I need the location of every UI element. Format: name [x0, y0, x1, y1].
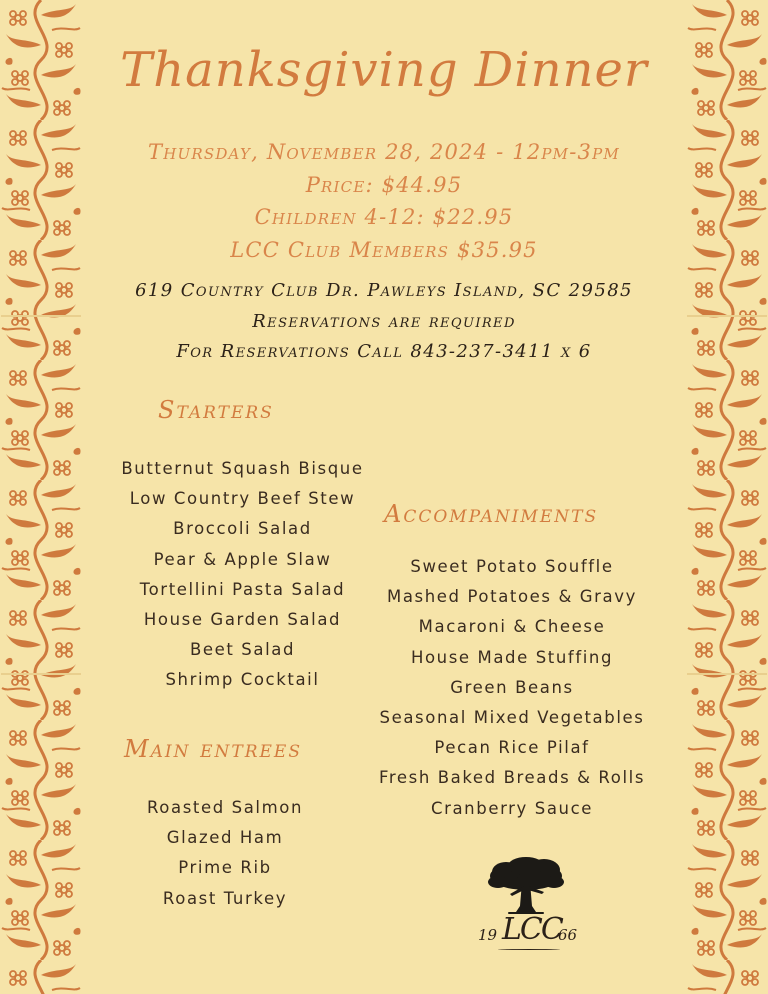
accompaniments-list — [362, 552, 662, 824]
reservation-phone: For Reservations Call 843-237-3411 x 6 — [176, 341, 592, 362]
list-item: Tortellini Pasta Salad — [139, 579, 346, 599]
event-date-time: Thursday, November 28, 2024 - 12pm-3pm — [148, 140, 620, 164]
list-item: Fresh Baked Breads & Rolls — [378, 768, 646, 788]
logo-year-left: 19 — [478, 926, 498, 944]
list-item: Seasonal Mixed Vegetables — [379, 707, 645, 727]
page-title: Thanksgiving Dinner — [120, 42, 648, 98]
accompaniments-heading: Accompaniments — [384, 500, 599, 528]
list-item: Low Country Beef Stew — [129, 489, 356, 509]
main-entrees-heading: Main entrees — [124, 735, 302, 763]
list-item: Roasted Salmon — [146, 798, 304, 817]
list-item: Mashed Potatoes & Gravy — [387, 587, 637, 607]
list-item: Beet Salad — [189, 640, 296, 660]
list-item: House Made Stuffing — [410, 647, 614, 667]
logo-initials: LCC — [502, 912, 562, 947]
reservations-required: Reservations are required — [252, 310, 516, 332]
list-item: Macaroni & Cheese — [418, 617, 606, 637]
list-item: Green Beans — [450, 677, 574, 697]
list-item: Pecan Rice Pilaf — [434, 738, 590, 758]
club-logo — [470, 856, 590, 956]
address: 619 Country Club Dr. Pawleys Island, SC 29585 — [135, 280, 633, 301]
list-item: Sweet Potato Souffle — [410, 557, 614, 576]
list-item: Broccoli Salad — [173, 519, 312, 539]
starters-list — [100, 454, 385, 696]
event-details — [82, 136, 686, 266]
floral-border-left — [0, 0, 82, 994]
logo-year-right: 66 — [558, 926, 578, 944]
list-item: Pear & Apple Slaw — [153, 549, 332, 569]
list-item: House Garden Salad — [143, 609, 342, 629]
list-item: Glazed Ham — [166, 828, 284, 848]
starters-heading: Starters — [158, 396, 274, 424]
list-item: Shrimp Cocktail — [165, 670, 320, 690]
event-member-price: LCC Club Members $35.95 — [230, 237, 538, 262]
event-price: Price: $44.95 — [305, 172, 463, 197]
list-item: Roast Turkey — [162, 888, 288, 908]
floral-pattern-icon — [0, 0, 82, 994]
floral-pattern-icon — [686, 0, 768, 994]
event-children-price: Children 4-12: $22.95 — [254, 205, 514, 229]
main-entrees-list — [110, 793, 340, 914]
oak-tree-icon — [486, 856, 566, 916]
logo-underline — [498, 948, 560, 950]
list-item: Butternut Squash Bisque — [121, 459, 364, 478]
list-item: Cranberry Sauce — [430, 798, 594, 818]
list-item: Prime Rib — [178, 858, 272, 878]
floral-border-right — [686, 0, 768, 994]
reservation-info — [82, 276, 686, 368]
